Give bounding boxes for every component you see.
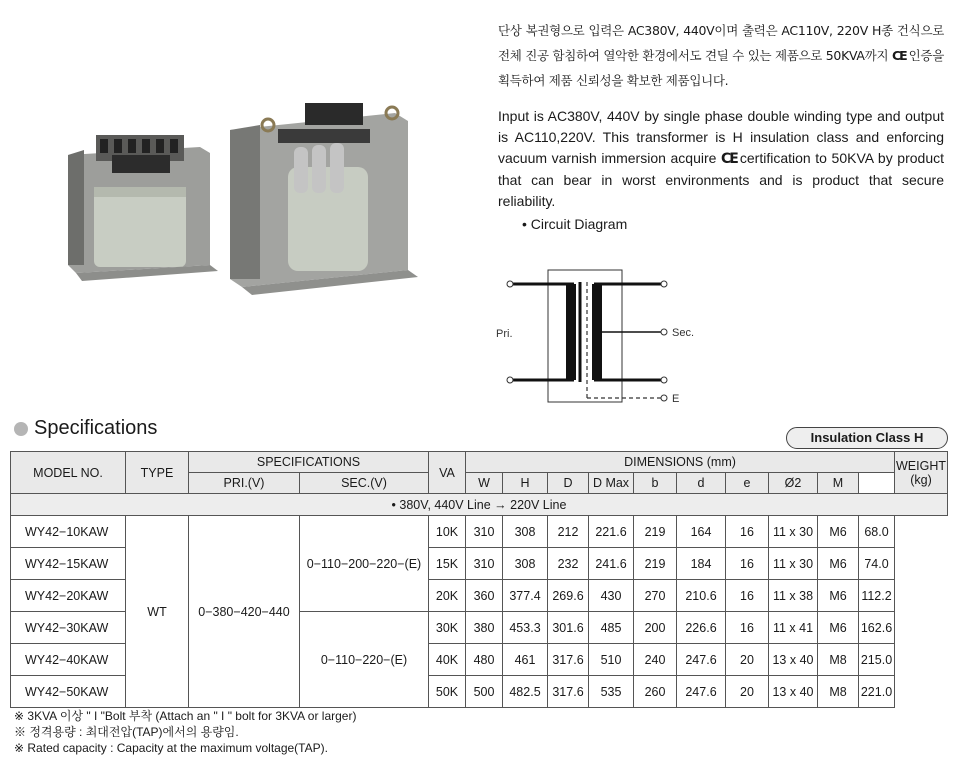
ce-mark-icon: CE <box>721 151 737 167</box>
header-d2: d <box>677 473 726 494</box>
table-cell: 11 x 41 <box>769 612 818 644</box>
table-cell: 50K <box>429 676 466 708</box>
footnote: ※ 3KVA 이상 " I "Bolt 부착 (Attach an " I " bolt for 3KVA or larger) <box>14 709 357 723</box>
table-cell: 241.6 <box>589 548 634 580</box>
header-type: TYPE <box>126 452 189 494</box>
table-cell: 11 x 38 <box>769 580 818 612</box>
small-transformer-image <box>68 135 218 281</box>
table-cell: 184 <box>677 548 726 580</box>
header-e: e <box>726 473 769 494</box>
table-cell: 11 x 30 <box>769 548 818 580</box>
table-cell: WY42−15KAW <box>11 548 126 580</box>
footnotes <box>14 708 356 756</box>
header-b: b <box>634 473 677 494</box>
pri-label: Pri. <box>496 328 513 340</box>
table-cell: 221.6 <box>589 516 634 548</box>
table-cell: 11 x 30 <box>769 516 818 548</box>
header-sec: SEC.(V) <box>300 473 429 494</box>
sec-label: Sec. <box>672 327 695 339</box>
footnote: ※ Rated capacity : Capacity at the maximum voltage(TAP). <box>14 741 328 755</box>
circuit-diagram-title: • Circuit Diagram <box>522 216 628 232</box>
english-description: Input is AC380V, 440V by single phase double winding type and output is AC110,220V. This transformer is H insulation class and enforcing vacuum varnish immersion acquire CE certification to 50KVA by product that can bear in worst environments and is product that secure reliability. <box>498 108 944 209</box>
table-cell: M6 <box>818 612 859 644</box>
header-pri: PRI.(V) <box>189 473 300 494</box>
table-cell: 210.6 <box>677 580 726 612</box>
korean-description: 단상 복권형으로 입력은 AC380V, 440V이며 출력은 AC110V, 220V H종 건식으로 전체 진공 함침하여 열악한 환경에서도 견딜 수 있는 제품으로 50KVA까지 CE 인증을 획득하여 제품 신뢰성을 확보한 제품입니다. <box>498 23 944 88</box>
table-cell: 240 <box>634 644 677 676</box>
table-cell: 430 <box>589 580 634 612</box>
specifications-table <box>10 451 948 708</box>
table-cell: WY42−10KAW <box>11 516 126 548</box>
line-subheader: • 380V, 440V Line → 220V Line <box>11 494 948 516</box>
sec-cell-1: 0−110−200−220−(E) <box>300 516 429 612</box>
table-cell: 112.2 <box>859 580 895 612</box>
table-cell: WY42−50KAW <box>11 676 126 708</box>
header-specifications: SPECIFICATIONS <box>189 452 429 473</box>
sec-cell-2: 0−110−220−(E) <box>300 612 429 708</box>
table-row <box>11 516 948 548</box>
table-cell: 317.6 <box>548 676 589 708</box>
table-cell: 30K <box>429 612 466 644</box>
table-cell: 360 <box>466 580 503 612</box>
table-cell: 308 <box>503 516 548 548</box>
table-cell: 219 <box>634 548 677 580</box>
table-cell: 269.6 <box>548 580 589 612</box>
table-cell: WY42−20KAW <box>11 580 126 612</box>
table-cell: M8 <box>818 644 859 676</box>
table-cell: 15K <box>429 548 466 580</box>
ce-mark-icon: CE <box>891 48 906 63</box>
table-cell: M6 <box>818 516 859 548</box>
table-cell: 162.6 <box>859 612 895 644</box>
table-cell: M8 <box>818 676 859 708</box>
specifications-heading: Specifications <box>14 417 157 440</box>
table-cell: 308 <box>503 548 548 580</box>
pri-cell: 0−380−420−440 <box>189 516 300 708</box>
table-cell: 20 <box>726 644 769 676</box>
header-model: MODEL NO. <box>11 452 126 494</box>
header-va: VA <box>429 452 466 494</box>
header-h: H <box>503 473 548 494</box>
table-cell: 40K <box>429 644 466 676</box>
table-cell: M6 <box>818 580 859 612</box>
header-dmax: D Max <box>589 473 634 494</box>
table-cell: 13 x 40 <box>769 644 818 676</box>
table-cell: 16 <box>726 548 769 580</box>
table-cell: 535 <box>589 676 634 708</box>
footnote: ※ 정격용량 : 최대전압(TAP)에서의 용량임. <box>14 725 239 739</box>
table-cell: 221.0 <box>859 676 895 708</box>
table-cell: 215.0 <box>859 644 895 676</box>
table-cell: WY42−40KAW <box>11 644 126 676</box>
table-cell: 13 x 40 <box>769 676 818 708</box>
type-cell: WT <box>126 516 189 708</box>
large-transformer-image <box>230 103 418 295</box>
table-cell: 164 <box>677 516 726 548</box>
table-cell: 301.6 <box>548 612 589 644</box>
table-cell: 310 <box>466 548 503 580</box>
table-cell: M6 <box>818 548 859 580</box>
header-m: M <box>818 473 859 494</box>
table-cell: 380 <box>466 612 503 644</box>
table-cell: 510 <box>589 644 634 676</box>
insulation-class-badge: Insulation Class H <box>786 427 948 449</box>
table-cell: WY42−30KAW <box>11 612 126 644</box>
table-cell: 480 <box>466 644 503 676</box>
header-weight: WEIGHT (kg) <box>895 452 948 494</box>
header-d: D <box>548 473 589 494</box>
table-cell: 461 <box>503 644 548 676</box>
table-cell: 247.6 <box>677 644 726 676</box>
table-cell: 16 <box>726 516 769 548</box>
table-cell: 212 <box>548 516 589 548</box>
table-cell: 68.0 <box>859 516 895 548</box>
table-cell: 317.6 <box>548 644 589 676</box>
table-cell: 260 <box>634 676 677 708</box>
e-label: E <box>672 393 680 405</box>
circuit-diagram <box>490 262 720 412</box>
table-cell: 453.3 <box>503 612 548 644</box>
table-cell: 20 <box>726 676 769 708</box>
bullet-dot-icon <box>14 422 28 436</box>
table-cell: 482.5 <box>503 676 548 708</box>
table-cell: 219 <box>634 516 677 548</box>
table-cell: 20K <box>429 580 466 612</box>
table-cell: 377.4 <box>503 580 548 612</box>
header-phi2: Ø2 <box>769 473 818 494</box>
table-cell: 247.6 <box>677 676 726 708</box>
table-cell: 500 <box>466 676 503 708</box>
product-photo <box>60 95 435 310</box>
table-cell: 270 <box>634 580 677 612</box>
table-cell: 200 <box>634 612 677 644</box>
table-cell: 16 <box>726 580 769 612</box>
table-cell: 310 <box>466 516 503 548</box>
table-cell: 10K <box>429 516 466 548</box>
table-cell: 232 <box>548 548 589 580</box>
table-cell: 74.0 <box>859 548 895 580</box>
table-cell: 226.6 <box>677 612 726 644</box>
table-cell: 16 <box>726 612 769 644</box>
header-w: W <box>466 473 503 494</box>
header-dimensions: DIMENSIONS (mm) <box>466 452 895 473</box>
table-cell: 485 <box>589 612 634 644</box>
